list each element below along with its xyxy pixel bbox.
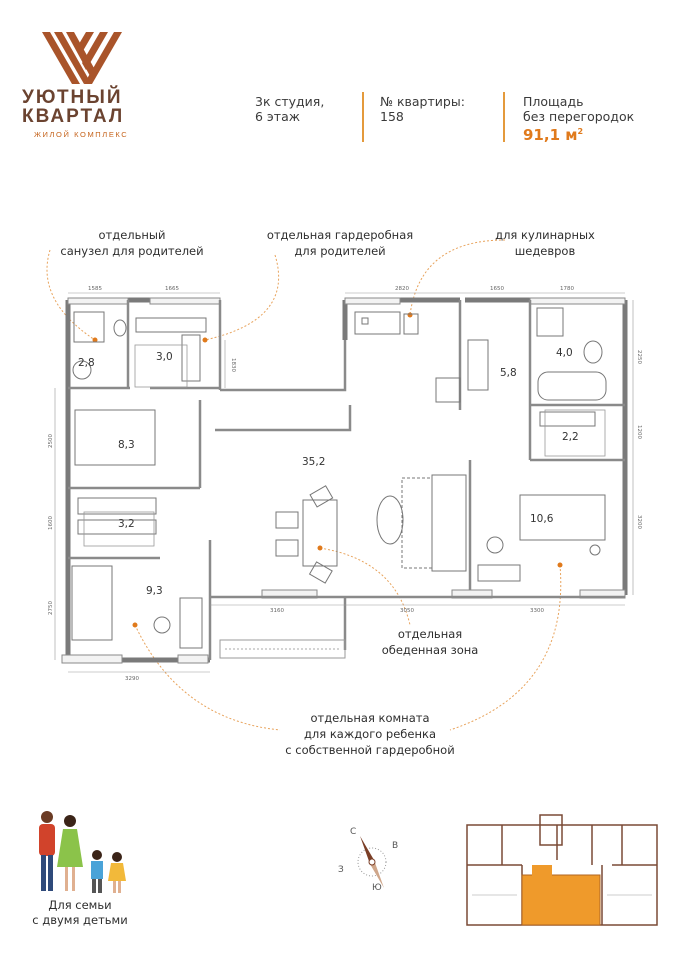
- dimension-label: 1585: [88, 286, 102, 292]
- compass-south: Ю: [372, 883, 382, 893]
- dimension-label: 1780: [560, 286, 574, 292]
- family-caption: Для семьи с двумя детьми: [32, 898, 128, 927]
- annotation-leaders: [47, 240, 561, 730]
- mother-figure: [57, 815, 83, 891]
- annotation-parents-wardrobe: отдельная гардеробная для родителей: [266, 228, 414, 258]
- floor-line: 6 этаж: [255, 109, 300, 124]
- dimension-label: 1665: [165, 286, 179, 292]
- dimension-label: 2250: [636, 350, 642, 364]
- brand-subtitle: ЖИЛОЙ КОМПЛЕКС: [34, 130, 129, 139]
- key-plan-icon: [462, 805, 662, 935]
- girl-figure: [108, 852, 126, 893]
- area-label-2: без перегородок: [523, 109, 635, 124]
- room-area-label: 5,8: [500, 367, 517, 379]
- apartment-type-line: 3к студия,: [255, 94, 325, 109]
- compass-icon: [332, 820, 412, 895]
- annotation-kitchen: для кулинарных шедевров: [495, 228, 595, 258]
- dimension-label: 2750: [48, 601, 54, 615]
- father-figure: [39, 811, 55, 891]
- annotation-kids-rooms: отдельная комната для каждого ребенка с собственной гардеробной: [285, 711, 455, 757]
- room-area-label: 9,3: [146, 585, 163, 597]
- brand-line-1: УЮТНЫЙ: [22, 87, 123, 108]
- area-value: 91,1 $м^2$: [523, 126, 584, 144]
- dimension-label: 3300: [530, 608, 544, 614]
- room-area-label: 3,0: [156, 351, 173, 363]
- dimension-label: 3290: [125, 676, 139, 682]
- compass-north: С: [350, 827, 357, 837]
- dimension-label: 1200: [636, 425, 642, 439]
- apartment-number-value: 158: [380, 109, 404, 124]
- room-area-label: 8,3: [118, 439, 135, 451]
- annotation-parents-bathroom: отдельный санузел для родителей: [60, 228, 204, 258]
- room-area-label: 2,2: [562, 431, 579, 443]
- dimension-label: 3050: [400, 608, 414, 614]
- family-illustration: [25, 805, 135, 900]
- dimension-label: 1600: [48, 516, 54, 530]
- brand-line-2: КВАРТАЛ: [22, 106, 125, 127]
- dimension-label: 2500: [48, 434, 54, 448]
- room-area-label: 4,0: [556, 347, 573, 359]
- apartment-number-label: № квартиры:: [380, 94, 465, 109]
- room-area-label: 35,2: [302, 456, 326, 468]
- outer-walls: [68, 300, 625, 660]
- room-area-label: 3,2: [118, 518, 135, 530]
- compass-east: В: [392, 841, 399, 851]
- inner-walls: [68, 300, 625, 660]
- dimension-label: 2820: [395, 286, 409, 292]
- room-area-label: 2,8: [78, 357, 95, 369]
- area-label-1: Площадь: [523, 94, 584, 109]
- compass-west: З: [338, 865, 344, 875]
- boy-figure: [91, 850, 103, 893]
- dimension-label: 1830: [230, 358, 236, 372]
- dimension-label: 3200: [636, 515, 642, 529]
- dimension-label: 3160: [270, 608, 284, 614]
- dimension-label: 1650: [490, 286, 504, 292]
- annotation-dining-zone: отдельная обеденная зона: [381, 627, 479, 657]
- room-area-label: 10,6: [530, 513, 554, 525]
